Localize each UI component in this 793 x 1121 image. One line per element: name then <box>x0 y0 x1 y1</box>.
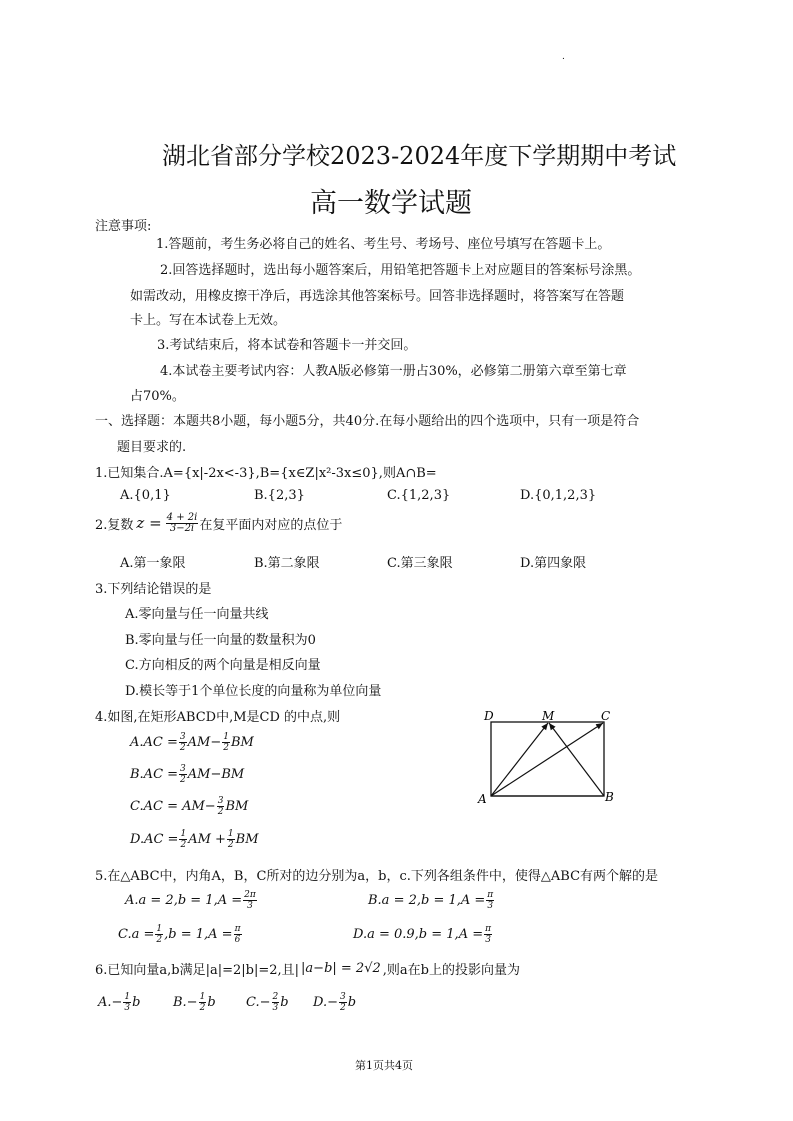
q2-fraction <box>166 513 199 534</box>
label-a: A <box>478 792 487 806</box>
q4-b-post: AM−BM <box>187 766 245 782</box>
section-1-line2: 题目要求的. <box>117 440 187 455</box>
q4-a-frac1-num: 3 <box>179 731 186 742</box>
q5-d-den: 3 <box>485 934 491 945</box>
vector-ac <box>491 723 603 796</box>
q5-b-num: π <box>487 889 494 900</box>
q5-option-b <box>368 886 495 914</box>
q6-c-den: 3 <box>272 1002 279 1013</box>
q4-c-pre: C.AC = AM− <box>130 798 216 814</box>
q4-a-frac2-num: 1 <box>223 731 229 742</box>
q5-a-den: 3 <box>247 900 253 911</box>
q4-a-frac1-den: 2 <box>179 742 186 753</box>
q5-option-a <box>125 886 258 914</box>
q2-stem <box>95 508 342 538</box>
q6-d-pre: D.− <box>313 994 338 1010</box>
q4-c-frac1-den: 2 <box>217 806 224 817</box>
notice-item-4-line2: 占70%。 <box>130 389 185 404</box>
q6-a-pre: A.− <box>98 994 123 1010</box>
q6-c-post: b <box>280 994 289 1010</box>
section-1-line1: 一、选择题：本题共8小题，每小题5分，共40分.在每小题给出的四个选项中，只有一项是符合 <box>95 414 640 429</box>
label-d: D <box>484 709 494 723</box>
q6-stem-math: |a−b| = 2√2 <box>301 960 381 976</box>
q6-stem <box>95 957 520 979</box>
q1-option-d: D.{0,1,2,3} <box>520 488 597 503</box>
q6-a-frac <box>123 992 131 1013</box>
q4-a-mid: AM− <box>187 734 222 750</box>
q5-c-frac1-num: 1 <box>156 923 163 934</box>
q3-option-c: C.方向相反的两个向量是相反向量 <box>125 658 321 673</box>
q5-c-pre: C.a = <box>118 926 155 942</box>
q1-option-c: C.{1,2,3} <box>387 488 451 503</box>
q6-b-num: 1 <box>199 991 206 1002</box>
q2-z: z = <box>136 514 162 532</box>
q5-option-c <box>118 920 243 948</box>
q6-d-num: 3 <box>339 991 346 1002</box>
q2-prefix: 2.复数 <box>95 517 134 533</box>
q2-numerator: 4 + 2i <box>166 511 198 523</box>
q6-c-num: 2 <box>272 991 279 1002</box>
vector-bm <box>549 723 604 796</box>
q5-c-frac1-den: 2 <box>156 934 163 945</box>
q3-option-d: D.模长等于1个单位长度的向量称为单位向量 <box>125 684 382 699</box>
q6-option-d <box>313 988 356 1016</box>
q5-d-pre: D.a = 0.9,b = 1,A = <box>353 926 484 942</box>
q5-option-d <box>353 920 493 948</box>
q6-c-frac <box>272 992 280 1013</box>
q5-b-den: 3 <box>487 900 494 911</box>
vector-am <box>491 723 548 796</box>
q4-option-b <box>130 760 244 788</box>
q4-d-frac2 <box>227 829 235 850</box>
label-b: B <box>605 790 614 804</box>
q6-b-frac <box>199 992 207 1013</box>
rectangle-figure <box>470 706 630 806</box>
q2-option-b: B.第二象限 <box>254 556 320 571</box>
q4-b-frac1-den: 2 <box>180 774 186 785</box>
q4-d-post: BM <box>235 831 259 847</box>
notice-heading: 注意事项: <box>95 219 152 234</box>
label-m: M <box>542 709 555 723</box>
q2-option-c: C.第三象限 <box>387 556 453 571</box>
notice-item-4-line1: 4.本试卷主要考试内容：人教A版必修第一册占30%，必修第二册第六章至第七章 <box>160 364 627 379</box>
q6-a-den: 3 <box>124 1002 131 1013</box>
q6-c-pre: C.− <box>246 994 271 1010</box>
q4-a-frac1 <box>179 732 187 753</box>
corner-dot: . <box>562 52 565 62</box>
q6-d-den: 2 <box>339 1002 346 1013</box>
q4-d-frac2-num: 1 <box>227 828 234 839</box>
exam-title: 湖北省部分学校2023-2024年度下学期期中考试 <box>162 142 677 170</box>
q3-option-a: A.零向量与任一向量共线 <box>125 607 269 622</box>
q4-d-frac1 <box>179 829 187 850</box>
notice-item-2-line3: 卡上。写在本试卷上无效。 <box>130 313 287 328</box>
q4-c-post: BM <box>225 798 249 814</box>
q4-a-frac2 <box>222 732 230 753</box>
q4-c-frac1-num: 3 <box>217 795 224 806</box>
q4-c-frac1 <box>217 796 225 817</box>
q4-b-pre: B.AC = <box>130 766 179 782</box>
q5-d-num: π <box>485 923 492 934</box>
q6-b-post: b <box>207 994 216 1010</box>
q6-b-den: 2 <box>199 1002 206 1013</box>
q4-d-frac2-den: 2 <box>227 839 234 850</box>
q5-d-frac <box>484 924 492 945</box>
q2-option-d: D.第四象限 <box>520 556 587 571</box>
notice-item-1: 1.答题前，考生务必将自己的姓名、考生号、考场号、座位号填写在答题卡上。 <box>156 237 611 252</box>
q4-b-frac1 <box>179 764 187 785</box>
exam-subtitle: 高一数学试题 <box>310 188 472 219</box>
q2-suffix: 在复平面内对应的点位于 <box>199 517 343 533</box>
q4-option-d <box>130 825 259 853</box>
q4-d-mid: AM + <box>188 831 226 847</box>
q5-c-frac1 <box>155 924 163 945</box>
q4-option-c <box>130 792 248 820</box>
q6-d-post: b <box>347 994 357 1010</box>
q5-b-pre: B.a = 2,b = 1,A = <box>368 892 486 908</box>
q2-option-a: A.第一象限 <box>120 556 186 571</box>
q4-d-pre: D.AC = <box>130 831 179 847</box>
q5-b-frac <box>486 890 494 911</box>
q4-a-post: BM <box>230 734 254 750</box>
label-c: C <box>601 709 611 723</box>
q6-stem-post: ,则a在b上的投影向量为 <box>382 962 520 978</box>
q6-option-c <box>246 988 289 1016</box>
q6-option-b <box>173 988 216 1016</box>
q5-a-frac <box>243 890 257 911</box>
q6-a-post: b <box>132 994 141 1010</box>
q6-stem-pre: 6.已知向量a,b满足|a|=2|b|=2,且| <box>95 962 300 978</box>
q5-a-pre: A.a = 2,b = 1,A = <box>125 892 243 908</box>
q6-a-num: 1 <box>124 991 131 1002</box>
q5-stem: 5.在△ABC中，内角A，B，C所对的边分别为a，b，c.下列各组条件中，使得△ABC有两个解的是 <box>95 869 659 884</box>
q5-a-num: 2π <box>244 889 256 900</box>
q1-stem: 1.已知集合.A={x|-2x<-3},B={x∈Z|x²-3x≤0},则A∩B= <box>95 466 437 481</box>
q5-c-den: 6 <box>234 934 241 945</box>
q6-option-a <box>98 988 140 1016</box>
q3-option-b: B.零向量与任一向量的数量积为0 <box>125 633 316 648</box>
q4-b-frac1-num: 3 <box>180 763 186 774</box>
q4-a-pre: A.AC = <box>130 734 178 750</box>
notice-item-2-line1: 2.回答选择题时，选出每小题答案后，用铅笔把答题卡上对应题目的答案标号涂黑。 <box>160 263 641 278</box>
q4-stem: 4.如图,在矩形ABCD中,M是CD 的中点,则 <box>95 710 341 725</box>
q5-c-frac2 <box>234 924 242 945</box>
q5-c-mid: ,b = 1,A = <box>164 926 233 942</box>
q3-stem: 3.下列结论错误的是 <box>95 582 212 597</box>
q1-option-a: A.{0,1} <box>120 488 171 503</box>
q1-option-b: B.{2,3} <box>254 488 305 503</box>
notice-item-3: 3.考试结束后，将本试卷和答题卡一并交回。 <box>157 338 417 353</box>
q4-option-a <box>130 728 254 756</box>
page-number: 第1页共4页 <box>355 1059 413 1072</box>
q6-b-pre: B.− <box>173 994 198 1010</box>
q6-d-frac <box>339 992 347 1013</box>
q2-denominator: 3−2i <box>169 522 195 534</box>
q4-d-frac1-num: 1 <box>180 828 187 839</box>
q5-c-num: π <box>234 923 241 934</box>
q4-d-frac1-den: 2 <box>180 839 187 850</box>
q4-a-frac2-den: 2 <box>223 742 229 753</box>
notice-item-2-line2: 如需改动，用橡皮擦干净后，再选涂其他答案标号。回答非选择题时，将答案写在答题 <box>130 289 625 304</box>
